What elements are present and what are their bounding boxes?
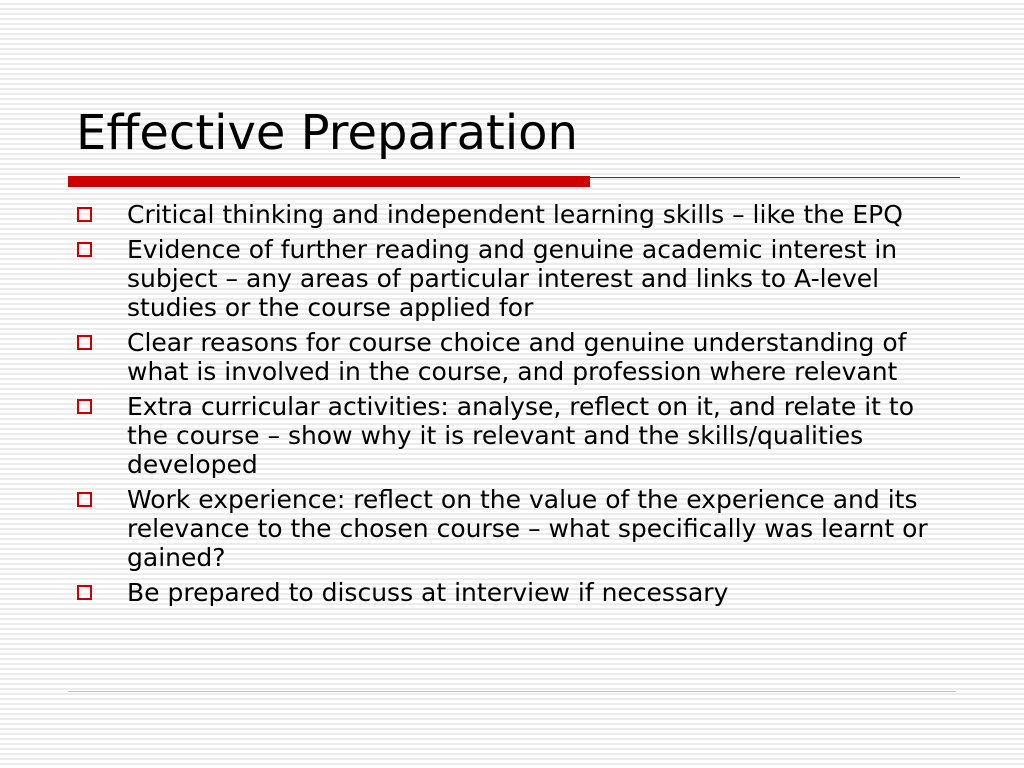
hollow-square-bullet-icon (77, 399, 92, 414)
bullet-text: Be prepared to discuss at interview if necessary (127, 578, 729, 607)
bullet-item (76, 235, 956, 322)
bullet-text: Evidence of further reading and genuine academic interest in subject – any areas of particular interest and links to A-level studies or the course applied for (127, 235, 898, 322)
bullet-item (76, 200, 956, 229)
bullet-item (76, 485, 956, 572)
bullet-text: Critical thinking and independent learning skills – like the EPQ (127, 200, 903, 229)
title-underline-thick (68, 176, 590, 187)
hollow-square-bullet-icon (77, 585, 92, 600)
bullet-item (76, 578, 956, 607)
slide-title: Effective Preparation (76, 105, 578, 161)
footer-divider (68, 691, 956, 692)
bullet-text: Extra curricular activities: analyse, reflect on it, and relate it to the course – show why it is relevant and the skills/qualities developed (127, 392, 915, 479)
title-underline-thin (590, 177, 960, 178)
hollow-square-bullet-icon (77, 335, 92, 350)
hollow-square-bullet-icon (77, 242, 92, 257)
hollow-square-bullet-icon (77, 207, 92, 222)
bullet-text: Work experience: reflect on the value of the experience and its relevance to the chosen course – what specifically was learnt or gained? (127, 485, 928, 572)
bullet-list (76, 200, 956, 613)
bullet-text: Clear reasons for course choice and genuine understanding of what is involved in the course, and profession where relevant (127, 328, 907, 386)
bullet-item (76, 328, 956, 386)
hollow-square-bullet-icon (77, 492, 92, 507)
bullet-item (76, 392, 956, 479)
